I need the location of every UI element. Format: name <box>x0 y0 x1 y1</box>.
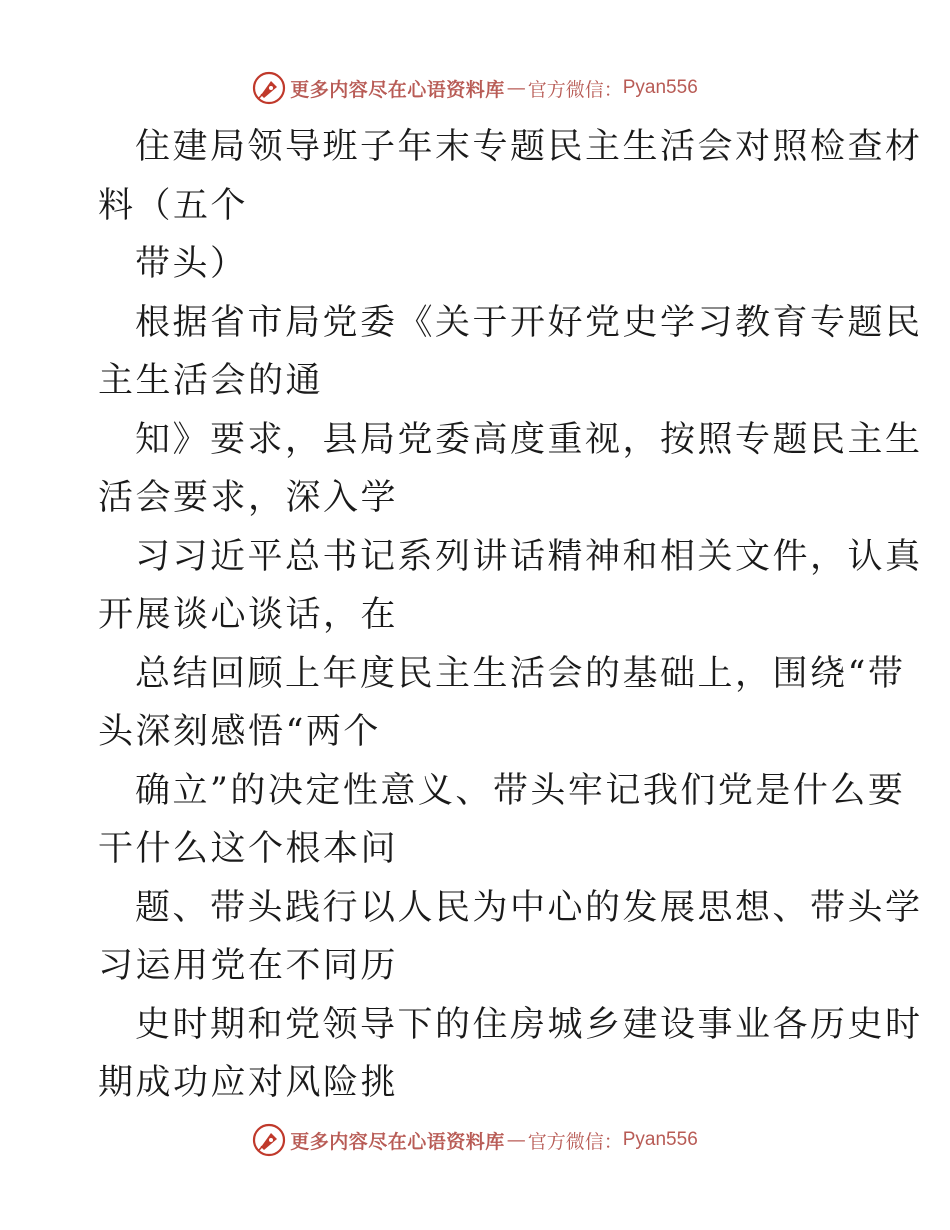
body-line: 开展谈心谈话，在 <box>98 595 399 635</box>
wechat-label: 官方微信： <box>527 1130 623 1153</box>
body-line: 习习近平总书记系列讲话精神和相关文件，认真 <box>135 536 923 577</box>
wechat-label: 官方微信： <box>527 78 623 101</box>
body-line: 习运用党在不同历 <box>98 946 399 986</box>
wechat-id: Pyan556 <box>622 1129 698 1150</box>
body-line: 活会要求，深入学 <box>98 478 399 518</box>
body-line: 带头） <box>135 244 248 284</box>
body-line: 主生活会的通 <box>98 361 324 401</box>
pen-nib-logo-icon <box>252 1123 286 1157</box>
footer-banner <box>0 1120 950 1160</box>
header-banner <box>0 68 950 108</box>
separator-dash: — <box>506 77 526 99</box>
body-line: 期成功应对风险挑 <box>98 1063 399 1103</box>
body-line: 史时期和党领导下的住房城乡建设事业各历史时 <box>135 1004 923 1045</box>
body-line: 根据省市局党委《关于开好党史学习教育专题民 <box>135 302 923 343</box>
body-line: 头深刻感悟“两个 <box>98 712 381 752</box>
body-line: 住建局领导班子年末专题民主生活会对照检查材 <box>135 127 923 167</box>
site-name: 更多内容尽在心语资料库 <box>290 1130 505 1153</box>
body-line: 知》要求，县局党委高度重视，按照专题民主生 <box>135 419 923 460</box>
pen-nib-logo-icon <box>252 71 286 105</box>
site-name: 更多内容尽在心语资料库 <box>290 78 505 101</box>
body-line: 确立”的决定性意义、带头牢记我们党是什么要 <box>135 770 906 811</box>
body-line: 总结回顾上年度民主生活会的基础上，围绕“带 <box>135 653 906 694</box>
separator-dash: — <box>506 1129 526 1151</box>
document-body <box>98 118 923 1113</box>
body-line: 干什么这个根本问 <box>98 829 399 869</box>
body-line: 料（五个 <box>98 185 249 226</box>
body-line: 题、带头践行以人民为中心的发展思想、带头学 <box>135 887 923 928</box>
wechat-id: Pyan556 <box>622 77 698 98</box>
